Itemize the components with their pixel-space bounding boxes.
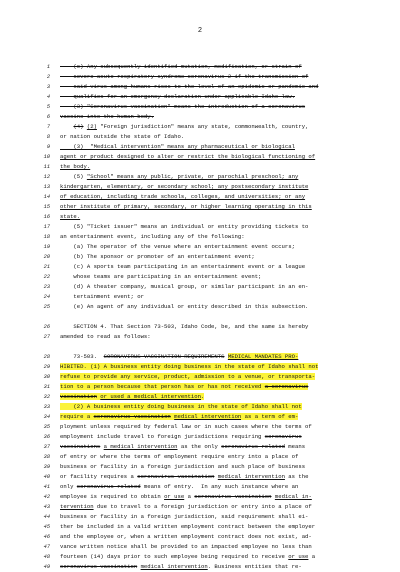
line-number: 5 [46,104,50,110]
inserted-text: tervention [60,503,94,510]
line-text [60,352,368,362]
line-text [60,202,368,212]
text-segment: (a) The operator of the venue where an entertainment event occurs; [60,243,295,250]
line-text [60,502,368,512]
text-segment: 73-503. [60,353,104,360]
line-text [60,412,368,422]
deleted-text: (c) Any subsequently identified mutation, modification, or strain of [60,63,302,70]
highlighted-text: HIBITED. (1) A business entity doing business in the state of Idaho shall not [60,363,319,370]
deleted-text: coronavirus-related [221,443,285,450]
line-text [60,432,368,442]
line-number: 19 [43,244,50,250]
text-segment: (e) An agent of any individual or entity described in this subsection. [60,303,309,310]
inserted-text: or use [288,553,309,560]
inserted-text: or used a medical intervention [100,393,202,400]
bill-line [40,262,368,272]
line-number: 32 [43,394,50,400]
line-number: 30 [43,374,50,380]
line-number: 6 [46,114,50,120]
deleted-text: vaccine into the human body. [60,113,154,120]
line-text [60,122,368,132]
line-number: 33 [43,404,50,410]
bill-line [40,142,368,152]
deleted-text: (3) "Coronavirus vaccination" means the introduction of a coronavirus [60,103,306,110]
line-text [60,82,368,92]
highlighted-text: as a term of em- [241,413,299,420]
bill-line [40,442,368,452]
bill-line [40,72,368,82]
inserted-text: a medical intervention [103,443,178,450]
line-text [60,292,368,302]
inserted-text: medical intervention [140,563,208,570]
line-text [60,72,368,82]
bill-line [40,522,368,532]
deleted-text: CORONAVIRUS VACCINATION REQUIREMENTS [103,353,225,360]
line-number: 39 [43,464,50,470]
inserted-text: or use [164,493,185,500]
bill-line [40,132,368,142]
line-number: 11 [43,164,50,170]
deleted-text: a coronavirus [264,383,309,390]
deleted-text: severe acute respiratory syndrome coronavirus 2 if the transmission of [60,73,309,80]
line-text [60,442,368,452]
bill-line [40,332,368,342]
line-number: 43 [43,504,50,510]
line-number: 42 [43,494,50,500]
line-number: 4 [46,94,50,100]
line-number: 13 [43,184,50,190]
bill-line [40,272,368,282]
line-text [60,552,368,562]
text-segment: means [284,443,306,450]
bill-line [40,492,368,502]
bill-line [40,82,368,92]
text-segment: SECTION 4. That Section 73-503, Idaho Code, be, and the same is hereby [60,323,309,330]
text-segment: fourteen (14) days prior to such employee being required to receive [60,553,289,560]
line-number: 34 [43,414,50,420]
line-number: 24 [43,294,50,300]
line-number: 20 [43,254,50,260]
bill-line [40,302,368,312]
line-text [60,492,368,502]
line-number: 10 [43,154,50,160]
line-number: 17 [43,224,50,230]
text-segment: (b) The sponsor or promoter of an entertainment event; [60,253,255,260]
inserted-text: medical in- [274,493,312,500]
bill-line [40,162,368,172]
deleted-text: (4) [73,123,84,130]
line-text [60,562,368,572]
deleted-text: vaccinations [60,443,101,450]
inserted-text: (2) [86,123,97,130]
line-number: 35 [43,424,50,430]
highlighted-text: require a [60,413,94,420]
bill-line [40,542,368,552]
highlighted-text: (2) A business entity doing business in the state of Idaho shall not [60,403,302,410]
bill-text [40,62,368,572]
deleted-text: coronavirus vaccination [137,473,215,480]
text-segment: business or facility in a foreign jurisdiction and such place of business [60,463,306,470]
line-text [60,142,368,152]
line-number: 16 [43,214,50,220]
text-segment: as the only [177,443,222,450]
text-segment: whose teams are participating in an entertainment event; [60,273,262,280]
line-text [60,192,368,202]
bill-line [40,312,368,322]
line-number: 47 [43,544,50,550]
deleted-text: coronavirus [264,433,302,440]
bill-line [40,452,368,462]
highlighted-text: refuse to provide any service, product, admission to a venue, or transporta- [60,373,316,380]
text-segment: due to travel to a foreign jurisdiction or entry into a place of [93,503,312,510]
line-number: 21 [43,264,50,270]
bill-line [40,242,368,252]
bill-line [40,212,368,222]
line-text [60,272,368,282]
bill-line [40,502,368,512]
text-segment: . Business entities that re- [207,563,302,570]
bill-line [40,342,368,352]
inserted-text: medical intervention [217,473,285,480]
deleted-text: vaccination [60,393,97,400]
text-segment: employee is required to obtain [60,493,165,500]
text-segment: amended to read as follows: [60,333,151,340]
line-number: 27 [43,334,50,340]
bill-line [40,62,368,72]
bill-line [40,552,368,562]
line-text [60,402,368,412]
line-number: 41 [43,484,50,490]
line-number: 36 [43,434,50,440]
bill-line [40,562,368,572]
text-segment: as the [284,473,309,480]
line-number: 3 [46,84,50,90]
bill-line [40,322,368,332]
bill-line [40,222,368,232]
text-segment: or nation outside the state of Idaho. [60,133,185,140]
text-segment [60,123,73,130]
bill-line [40,462,368,472]
line-text [60,462,368,472]
text-segment: of entry or where the terms of employment require entry into a place of [60,453,299,460]
text-segment: (d) A theater company, musical group, or similar participant in an en- [60,283,309,290]
line-text [60,322,368,332]
bill-line [40,422,368,432]
bill-line [40,372,368,382]
line-text [60,222,368,232]
inserted-text: state. [60,213,81,220]
deleted-text: coronavirus vaccination [194,493,272,500]
line-number: 25 [43,304,50,310]
line-number: 15 [43,204,50,210]
text-segment: ployment unless required by federal law or in such cases where the terms of [60,423,312,430]
line-number: 14 [43,194,50,200]
line-number: 37 [43,444,50,450]
text-segment: "Foreign jurisdiction" means any state, commonwealth, country, [96,123,309,130]
line-text [60,62,368,72]
line-text [60,472,368,482]
line-text [60,172,368,182]
inserted-text: the body. [60,163,91,170]
line-number: 12 [43,174,50,180]
deleted-text: qualifies for an emergency declaration under applicable Idaho law. [60,93,295,100]
text-segment: a [308,553,316,560]
text-segment: a [184,493,195,500]
inserted-text: agent or product designed to alter or restrict the biological functioning of [60,153,316,160]
bill-line [40,282,368,292]
line-text [60,182,368,192]
inserted-text: medical intervention [174,413,242,420]
text-segment: an entertainment event, including any of the following: [60,233,245,240]
text-segment: and the employee or, when a written employment contract does not exist, ad- [60,533,312,540]
line-number: 40 [43,474,50,480]
bill-line [40,182,368,192]
line-number: 29 [43,364,50,370]
line-text [60,482,368,492]
bill-line [40,432,368,442]
line-number: 45 [43,524,50,530]
inserted-text: "School" means any public, private, or parochial preschool; any [86,173,299,180]
line-text [60,392,368,402]
text-segment: (5) [60,173,87,180]
deleted-text: coronavirus vaccination [93,413,171,420]
bill-line [40,172,368,182]
line-text [60,232,368,242]
line-number: 8 [46,134,50,140]
line-number: 26 [43,324,50,330]
line-text [60,152,368,162]
line-text [60,422,368,432]
line-text [60,102,368,112]
bill-line [40,482,368,492]
line-number: 44 [43,514,50,520]
line-text [60,92,368,102]
line-text [60,542,368,552]
line-number: 48 [43,554,50,560]
line-text [60,162,368,172]
bill-line [40,392,368,402]
line-number: 49 [43,564,50,570]
bill-line [40,402,368,412]
bill-line [40,122,368,132]
text-segment: ther be included in a valid written employment contract between the employer [60,523,316,530]
line-number: 46 [43,534,50,540]
text-segment: business or facility in a foreign jurisdiction, said requirement shall ei- [60,513,309,520]
bill-line [40,362,368,372]
text-segment: means of entry. In any such instance where an [140,483,299,490]
inserted-text: MEDICAL MANDATES PRO- [227,353,299,360]
line-text [60,362,368,372]
bill-line [40,382,368,392]
highlighted-text: tion to a person because that person has or has not received [60,383,265,390]
inserted-text: (3) "Medical intervention" means any pharmaceutical or biological [60,143,295,150]
line-text [60,132,368,142]
text-segment: vance written notice shall be provided to an impacted employee no less than [60,543,312,550]
line-text [60,252,368,262]
bill-line [40,532,368,542]
line-text [60,112,368,122]
bill-line [40,202,368,212]
line-number: 22 [43,274,50,280]
bill-line [40,112,368,122]
line-text [60,212,368,222]
bill-line [40,92,368,102]
text-segment: (5) "Ticket issuer" means an individual or entity providing tickets to [60,223,309,230]
line-number: 7 [46,124,50,130]
bill-line [40,292,368,302]
bill-line [40,102,368,112]
bill-line [40,252,368,262]
line-number: 28 [43,354,50,360]
line-text [60,332,368,342]
text-segment: (c) A sports team participating in an entertainment event or a league [60,263,306,270]
text-segment: employment include travel to foreign jurisdictions requiring [60,433,265,440]
line-number: 1 [46,64,50,70]
highlighted-text: . [201,393,205,400]
line-text [60,532,368,542]
line-number: 38 [43,454,50,460]
text-segment: only [60,483,77,490]
page-number: 2 [197,27,203,35]
bill-line [40,352,368,362]
line-text [60,302,368,312]
line-number: 31 [43,384,50,390]
bill-line [40,152,368,162]
deleted-text: said virus among humans rises to the level of an epidemic or pandemic and [60,83,319,90]
line-text [60,522,368,532]
line-number: 23 [43,284,50,290]
line-text [60,242,368,252]
text-segment: or facility requires a [60,473,138,480]
line-text [60,262,368,272]
line-text [60,282,368,292]
bill-line [40,232,368,242]
bill-line [40,472,368,482]
line-number: 18 [43,234,50,240]
text-segment: tertainment event; or [60,293,144,300]
line-text [60,382,368,392]
bill-line [40,192,368,202]
line-text [60,372,368,382]
line-text [60,452,368,462]
inserted-text: kindergarten, elementary, or secondary school; any postsecondary institute [60,183,309,190]
inserted-text: other institute of primary, secondary, or higher learning operating in this [60,203,312,210]
bill-line [40,412,368,422]
line-number: 9 [46,144,50,150]
inserted-text: of education, including trade schools, colleges, and universities; or any [60,193,306,200]
deleted-text: coronavirus vaccination [60,563,138,570]
deleted-text: coronavirus-related [76,483,141,490]
line-number: 2 [46,74,50,80]
